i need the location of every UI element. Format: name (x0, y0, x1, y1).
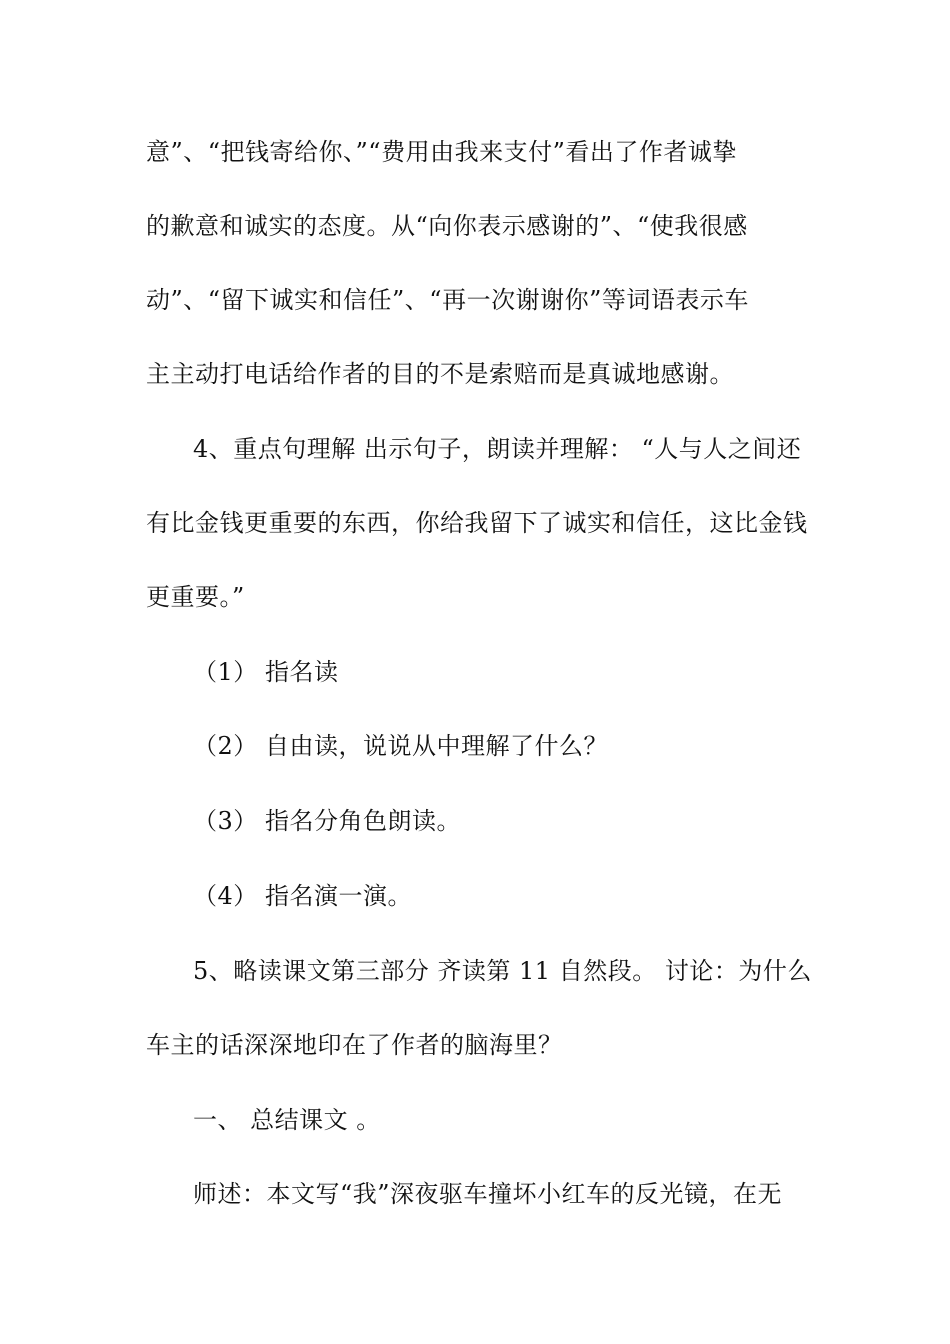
list-item-text: 指名分角色朗读。 (265, 807, 461, 835)
list-item-text: 指名演一演。 (265, 882, 412, 910)
list-item-text: 自由读，说说从中理解了什么？ (265, 732, 608, 760)
list-item (193, 806, 873, 836)
paragraph-line: 师述：本文写“我”深夜驱车撞坏小红车的反光镜，在无 (193, 1180, 783, 1208)
section-heading-5: 5、略读课文第三部分 齐读第 11 自然段。 讨论：为什么 (193, 957, 812, 985)
paragraph-line: 有比金钱更重要的东西，你给我留下了诚实和信任，这比金钱 (146, 509, 808, 537)
list-item-number: （2） (193, 732, 258, 760)
paragraph-line: 车主的话深深地印在了作者的脑海里？ (146, 1031, 563, 1059)
list-item (193, 657, 873, 687)
paragraph-line: 更重要。” (146, 583, 245, 611)
paragraph-line: 主主动打电话给作者的目的不是索赔而是真诚地感谢。 (146, 360, 734, 388)
section-heading-summary: 一、 总结课文 。 (193, 1106, 381, 1134)
paragraph-line: 动”、“留下诚实和信任”、“再一次谢谢你”等词语表示车 (146, 286, 749, 314)
list-item-number: （3） (193, 807, 258, 835)
list-item-number: （4） (193, 882, 258, 910)
list-item (193, 731, 873, 761)
list-item-number: （1） (193, 658, 258, 686)
paragraph-line: 意”、“把钱寄给你、”“费用由我来支付”看出了作者诚挚 (146, 138, 737, 166)
paragraph-line: 的歉意和诚实的态度。从“向你表示感谢的”、“使我很感 (146, 212, 748, 240)
list-item-text: 指名读 (265, 658, 339, 686)
list-item (193, 881, 873, 911)
section-heading-4: 4、重点句理解 出示句子，朗读并理解： “人与人之间还 (193, 435, 802, 463)
